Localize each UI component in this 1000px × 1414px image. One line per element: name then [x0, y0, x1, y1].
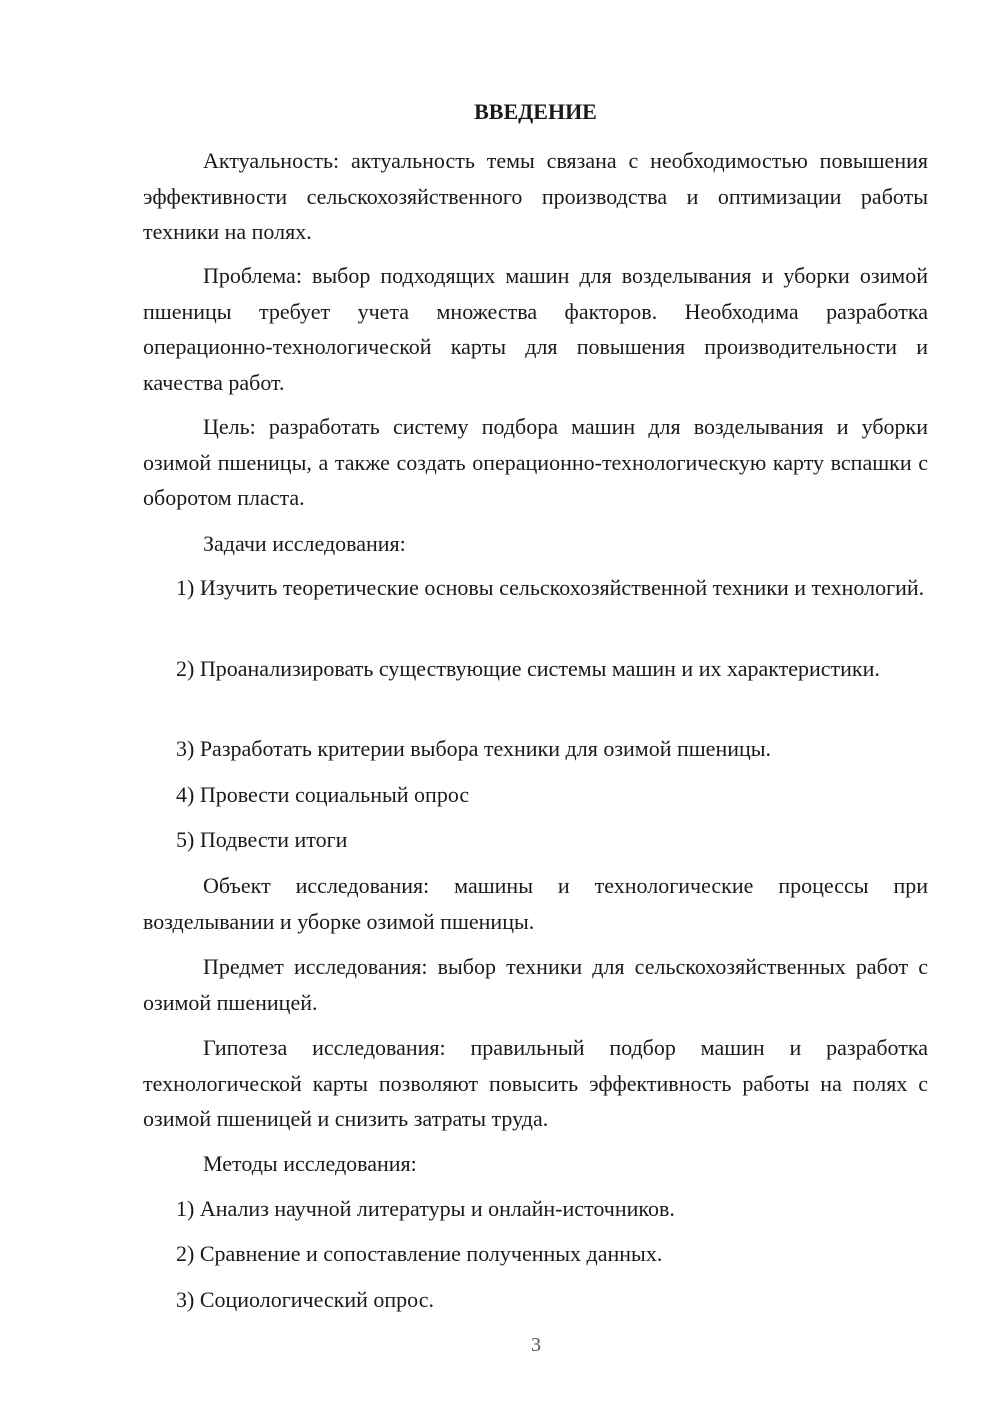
paragraph-goal: Цель: разработать систему подбора машин для возделывания и уборки озимой пшеницы, а также создать операционно-технологическую карту вспашки с оборотом пласта.: [143, 414, 928, 510]
method-item-3: 3) Социологический опрос.: [176, 1287, 434, 1312]
paragraph-hypothesis: Гипотеза исследования: правильный подбор машин и разработка технологической карты позволяют повысить эффективность работы на полях с озимой пшеницей и снизить затраты труда.: [143, 1035, 928, 1131]
task-item-3: 3) Разработать критерии выбора техники для озимой пшеницы.: [176, 736, 772, 761]
paragraph-subject: Предмет исследования: выбор техники для сельскохозяйственных работ с озимой пшеницей.: [143, 954, 928, 1015]
methods-heading: Методы исследования:: [203, 1151, 417, 1176]
paragraph-problem: Проблема: выбор подходящих машин для возделывания и уборки озимой пшеницы требует учета множества факторов. Необходима разработка операционно-технологической карты для повышения производительности и качества работ.: [143, 263, 928, 395]
page-number: 3: [531, 1334, 541, 1356]
task-item-5: 5) Подвести итоги: [176, 827, 348, 852]
page-title: ВВЕДЕНИЕ: [474, 99, 597, 124]
task-item-4: 4) Провести социальный опрос: [176, 782, 470, 807]
paragraph-relevance: Актуальность: актуальность темы связана с необходимостью повышения эффективности сельскохозяйственного производства и оптимизации работы техники на полях.: [143, 148, 928, 244]
tasks-heading: Задачи исследования:: [203, 531, 406, 556]
method-item-1: 1) Анализ научной литературы и онлайн-источников.: [176, 1196, 675, 1221]
task-item-1: 1) Изучить теоретические основы сельскохозяйственной техники и технологий.: [176, 575, 925, 600]
task-item-2: 2) Проанализировать существующие системы машин и их характеристики.: [176, 656, 880, 681]
paragraph-object: Объект исследования: машины и технологические процессы при возделывании и уборке озимой пшеницы.: [143, 873, 928, 934]
method-item-2: 2) Сравнение и сопоставление полученных данных.: [176, 1241, 663, 1266]
